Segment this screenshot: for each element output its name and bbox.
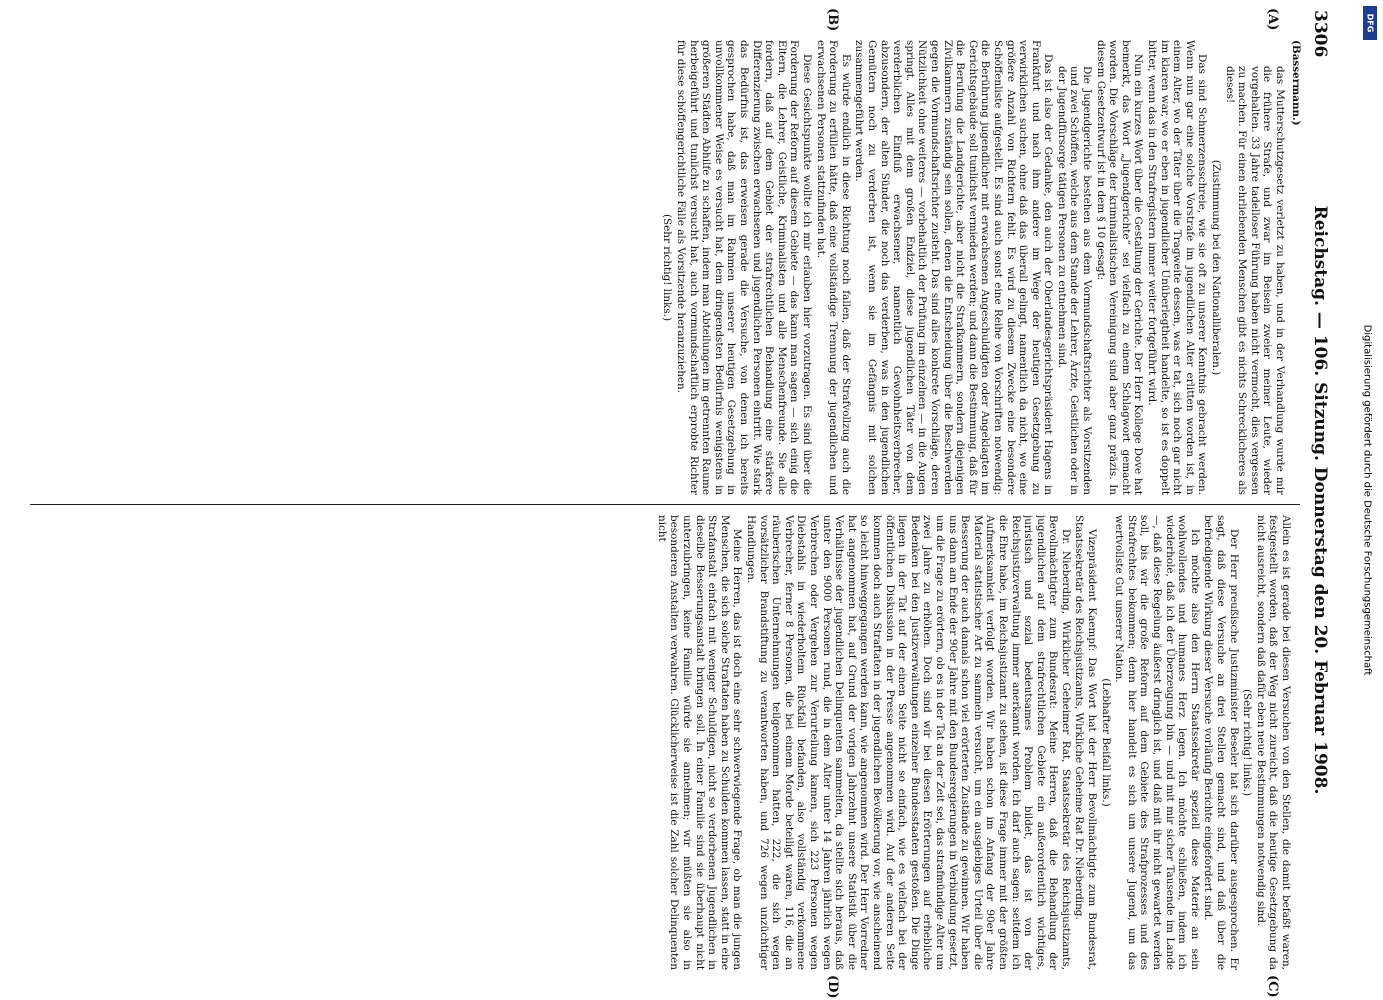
margin-marker-b: (B) (825, 8, 840, 32)
dfg-logo-text: DFG (1365, 13, 1375, 33)
quoted-paragraph: Die Jugendgerichte bestehen aus dem Vormundschaftsrichter als Vorsitzenden und zwei Schöffen, welche aus dem Stande der Lehrer, Ärzte, Geistlichen oder in der Jugendfürsorge tätigen Personen zu entnehmen sind. (1055, 66, 1094, 495)
remark: (Sehr richtig! links.) (1241, 688, 1254, 797)
page-number: 3306 (1310, 10, 1330, 58)
paragraph: Das sind Schmerzensschreie, wie sie oft zu unserer Kenntnis gebracht werden. Wenn nun gar eine solche Vorstrafe im jugendlichen Alter erlitten worden ist, in einem Alter, wo der Täter über die Tragweite dessen, was er tat, sich noch gar nicht im klaren war, wo er eben in jugendlicher Unüberlegtheit handelte, so ist es doppelt bitter, wenn das in den Strafregistern immer weiter fortgeführt wird. (1146, 40, 1209, 495)
digitization-note (1357, 0, 1377, 1000)
margin-marker-a: (A) (1265, 8, 1280, 31)
paragraph: Allein es ist gerade bei diesen Versuchen von den Stellen, die damit befaßt waren, festgestellt worden, daß der Weg nicht zureicht, daß die heutige Gesetzgebung da nicht ausreicht, sondern daß dafür eben neue Bestimmungen notwendig sind. (1254, 515, 1292, 970)
paragraph: Vizepräsident Kaempf: Das Wort hat der Herr Bevollmächtigte zum Bundesrat, Staatssekretär des Reichsjustizamts, Wirkliche Geheime Rat Dr. Nieberding. (1073, 515, 1099, 970)
paragraph: Ich möchte also den Herrn Staatssekretär speziell diese Materie an sein wohlwollendes und humanes Herz legen. Ich möchte schließen, indem ich wiederhole, daß ich der Überzeugung bin — und mit mir sicher Tausende im Lande —, daß diese Regelung äußerst dringlich ist, und daß mit ihr nicht gewartet werden soll, bis wir die große Reform auf dem Gebiete des Strafprozesses und des Strafrechtes bekommen; denn hier handelt es sich um unsere Jugend, um das wertvollste Gut unserer Nation. (1113, 515, 1201, 970)
remark: (Sehr richtig! links.) (661, 213, 674, 322)
paragraph: Nun ein kurzes Wort über die Gestaltung der Gerichte. Der Herr Kollege Dove hat bemerkt, das Wort „Jugendgerichte“ sei vielfach zu einem Schlagwort gemacht worden. Die Vorschläge der kriminalistischen Vereinigung sind aber ganz präzis. In diesem Gesetzentwurf ist in dem § 10 gesagt: (1094, 40, 1145, 495)
speaker-tag: (Bassermann.) (1290, 40, 1302, 126)
paragraph: Es würde endlich in diese Richtung noch fallen, daß der Strafvollzug auch die Forderung zu erfüllen hätte, daß eine vollständige Trennung der jugendlichen und erwachsenen Personen stattzufinden hat. (814, 40, 852, 495)
paragraph: das Mutterschutzgesetz verletzt zu haben, und in der Verhandlung wurde mir die frühere Strafe, und zwar im Beisein zweier meiner Leute, wieder vorgehalten. 33 Jahre tadelloser Führung haben nicht vermocht, dies vergessen zu machen. Für einen ehrliebenden Menschen gibt es nichts Schrecklicheres als dieses! (1223, 66, 1286, 495)
margin-marker-c: (C) (1265, 975, 1280, 998)
paragraph: Der Herr preußische Justizminister Beseler hat sich darüber ausgesprochen. Er sagt, daß diese Versuche an drei Stellen gemacht sind, und daß über die befriedigende Wirkung dieser Versuche vorläufig Berichte eingefordert sind. (1202, 515, 1240, 970)
paragraph: Meine Herren, das ist doch eine sehr schwerwiegende Frage, ob man die jungen Menschen, die sich solche Straftaten haben zu Schulden kommen lassen, statt in eine Strafanstalt einfach mit weniger Schuldigen, nicht so verdorbenen Jugendlichen in dieselbe Besserungsanstalt bringen soll. In einer Familie sind sie überhaupt nicht unterzubringen, keine Familie würde sie annehmen; wir müßten sie also in besonderen Anstalten verwahren. Glücklicherweise ist die Zahl solcher Delinquenten nicht (655, 515, 744, 970)
margin-marker-d: (D) (825, 975, 840, 999)
paragraph: Diese Gesichtspunkte wollte ich mir erlauben hier vorzutragen. Es sind über die Forderung der Reform auf diesem Gebiete — das kann man sagen — sich einig die Eltern, die Lehrer, Geistliche, Kriminalisten und alle Menschenfreunde. Sie alle fordern, daß auf dem Gebiet der strafrechtlichen Behandlung eine stärkere Differenzierung zwischen erwachsenen und jugendlichen Personen eintritt. Wie stark das Bedürfnis ist, das erweisen gerade die Versuche, von denen ich bereits gesprochen habe, daß man im Rahmen unserer heutigen Gesetzgebung in unvollkommener Weise es versucht hat, dem dringendsten Bedürfnis wenigstens in größeren Städten Abhilfe zu schaffen, indem man Abteilungen im getrennten Raume herbeigeführt und tunlichst versucht hat, auch vormundschaftlich erprobte Richter für diese schöffengerichtliche Fälle als Vorsitzende heranzuziehen. (675, 40, 814, 495)
digitization-note-text: Digitalisierung gefördert durch die Deutsche Forschungsgemeinschaft (1361, 324, 1373, 676)
right-column (30, 515, 1292, 970)
remark: (Zustimmung bei den Nationalliberalen.) (1210, 159, 1223, 376)
column-divider (30, 504, 1300, 505)
remark: (Lebhafter Beifall links.) (1099, 678, 1112, 807)
page-header (1304, 10, 1334, 990)
page-title: Reichstag. — 106. Sitzung. Donnerstag den 20. Februar 1908. (1310, 205, 1330, 795)
paragraph: Dr. Nieberding, Wirklicher Geheimer Rat, Staatssekretär des Reichsjustizamts, Bevollmächtigter zum Bundesrat: Meine Herren, daß die Behandlung der jugendlichen auf dem strafrechtlichen Gebiete ein außerordentlich wichtiges, juristisch und sozial bedeutsames Problem bildet, das ist von der Reichsjustizverwaltung immer anerkannt worden. Ich darf auch sagen: seitdem ich die Ehre habe, im Reichsjustizamt zu stehen, ist diese Frage immer mit der größten Aufmerksamkeit verfolgt worden. Wir haben schon im Anfang der 90er Jahre Material statistischer Art zu sammeln versucht, um ein ausgiebiges Urteil über die Besserung der auch damals schon viel erörterten Zustände zu gewinnen. Wir haben uns dann am Ende der 90er Jahre mit den Bundesregierungen in Verbindung gesetzt, um die Frage zu erörtern, ob es in der Tat an der Zeit sei, das strafmündige Alter um zwei Jahre zu erhöhen. Doch sind wir bei diesen Erörterungen auf erhebliche Bedenken bei den Justizverwaltungen einzelner Bundesstaaten gestoßen. Die Dinge liegen in der Tat auf der einen Seite nicht so einfach, wie es vielfach bei der öffentlichen Diskussion in der Presse angenommen wird. Auf der anderen Seite kommen doch auch Straftaten in der jugendlichen Bevölkerung vor, wie anscheinend so leicht hinweggegangen werden kann, wie angenommen wird. Der Herr Vorredner hat angenommen hat, auf Grund der vorigen Jahrzehnt unsere Statistik über die Verhältnisse der jugendlichen Delinquenten sammelten, da stellte sich heraus, daß unter den 9000 Personen rund, die in dem Alter unter 14 Jahren jährlich wegen Verbrechen oder Vergehen zur Verurteilung kamen, sich 223 Personen wegen Diebstahls in wiederholtem Rückfall befanden, also vollständig verkommene Verbrecher, ferner 8 Personen, die bei einem Morde beteiligt waren, 116, die an räuberischen Unternehmungen teilgenommen hatten, 222, die sich wegen vorsätzlicher Brandstiftung zu verantworten haben, und 726 wegen unzüchtiger Handlungen. (745, 515, 1072, 970)
left-column (30, 40, 1286, 495)
paragraph: Das ist also der Gedanke, den auch der Oberlandesgerichtspräsident Hagens in Frankfurt und nach ihm andere im Wege der heutigen Gesetzgebung zu verwirklichen suchen, ohne daß das überall gelingt, namentlich da nicht, wo eine größere Anzahl von Richtern fehlt. Es wird zu diesem Zwecke eine besondere Schöffenliste aufgestellt. Es sind auch sonst eine Reihe von Vorschriften notwendig: die Berührung jugendlicher mit erwachsenen Angeschuldigten oder Angeklagten im Gerichtsgebäude soll tunlichst vermieden werden; und dann die Bestimmung, daß für die Berufung die Landgerichte, aber nicht die Strafkammern, sondern diejenigen Zivilkammern zuständig sein sollen, denen die Entscheidung über die Beschwerden gegen die Vormundschaftsrichter zusteht. Das sind alles konkrete Vorschläge, deren Nützlichkeit ohne weiteres — vorbehaltlich der Prüfung im einzelnen — in die Augen springt. Alles mit dem großen Endziel, diese jugendlichen Täter von dem verderblichen Einfluß erwachsener, namentlich Gewohnheitsverbrecher, abzusondern, der alten Sünder, die noch das verderben, was in den jugendlichen Gemütern noch zu verderben ist, wenn sie im Gefängnis mit solchen zusammengeführt werden. (853, 40, 1055, 495)
